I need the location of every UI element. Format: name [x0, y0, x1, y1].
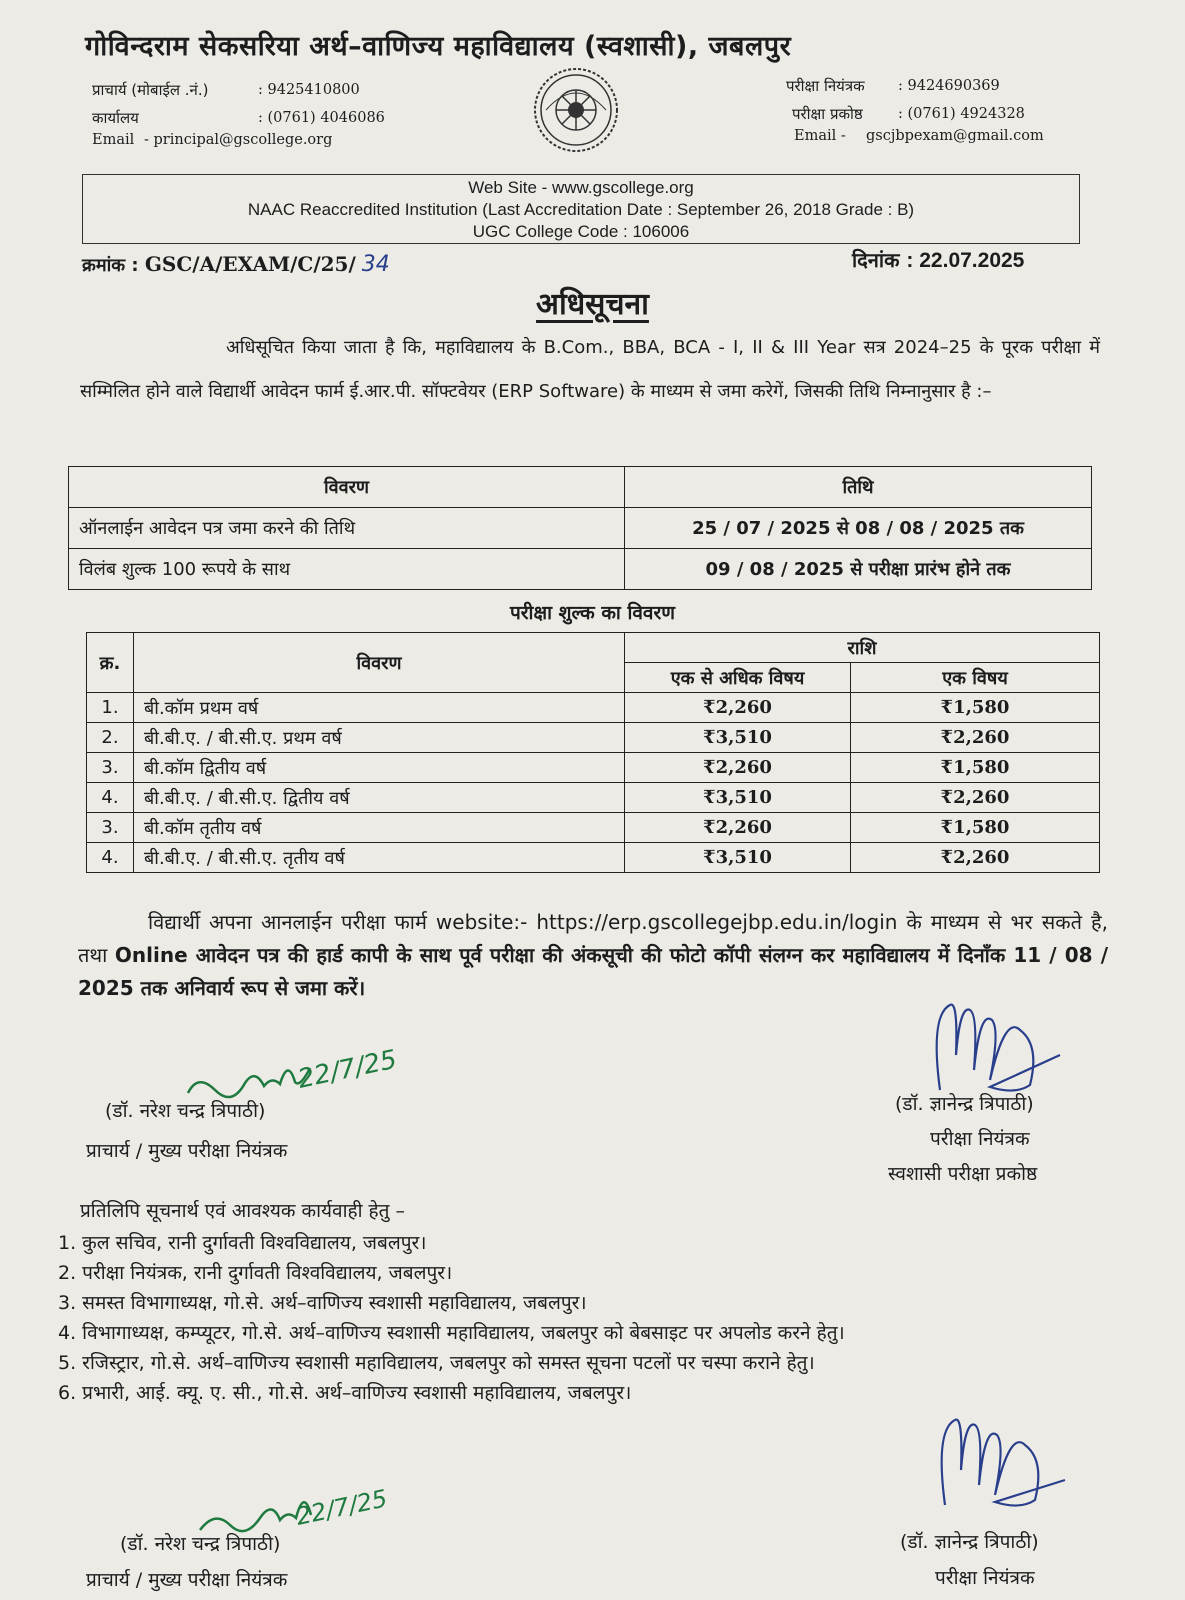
schedule-header-desc: विवरण: [69, 467, 625, 508]
list-item: 6. प्रभारी, आई. क्यू. ए. सी., गो.से. अर्थ–वाणिज्य स्वशासी महाविद्यालय, जबलपुर।: [58, 1382, 632, 1404]
fee-table-title: परीक्षा शुल्क का विवरण: [509, 602, 676, 624]
schedule-cell: विलंब शुल्क 100 रूपये के साथ: [69, 549, 625, 590]
table-row: [69, 549, 1092, 590]
fee-single-cell: ₹1,580: [851, 693, 1100, 723]
date-label: दिनांक: [852, 248, 900, 272]
footer-right-signatory-name: (डॉ. ज्ञानेन्द्र त्रिपाठी): [900, 1531, 1039, 1553]
right-signatory-name: (डॉ. ज्ञानेन्द्र त्रिपाठी): [895, 1093, 1034, 1115]
fee-sno-cell: 2.: [87, 723, 134, 753]
exam-controller-label: परीक्षा नियंत्रक: [786, 77, 865, 95]
reference-label: क्रमांक :: [82, 255, 139, 276]
list-item: 3. समस्त विभागाध्यक्ष, गो.से. अर्थ–वाणिज्य स्वशासी महाविद्यालय, जबलपुर।: [58, 1292, 587, 1314]
fee-sno-cell: 3.: [87, 753, 134, 783]
footer-right-signature-icon: [935, 1410, 1085, 1520]
principal-mobile-label: प्राचार्य (मोबाईल .नं.): [92, 81, 209, 99]
footer-right-signatory-designation: परीक्षा नियंत्रक: [935, 1567, 1035, 1589]
fee-multi-cell: ₹3,510: [625, 723, 851, 753]
fee-single-cell: ₹2,260: [851, 723, 1100, 753]
fee-single-cell: ₹1,580: [851, 813, 1100, 843]
fee-desc-cell: बी.कॉम तृतीय वर्ष: [134, 813, 625, 843]
website-info-box: [82, 174, 1080, 244]
fee-table: [86, 632, 1100, 873]
list-item: 1. कुल सचिव, रानी दुर्गावती विश्वविद्यालय, जबलपुर।: [58, 1232, 427, 1254]
instructions-paragraph: [78, 906, 1108, 1005]
fee-desc-cell: बी.बी.ए. / बी.सी.ए. तृतीय वर्ष: [134, 843, 625, 873]
date-value: : 22.07.2025: [906, 249, 1025, 272]
table-row: [69, 467, 1092, 508]
footer-left-signature-date: 22/7/25: [293, 1484, 390, 1531]
list-item: 5. रजिस्ट्रार, गो.से. अर्थ–वाणिज्य स्वशासी महाविद्यालय, जबलपुर को समस्त सूचना पटलों पर चस्पा कराने हेतु।: [58, 1352, 815, 1374]
instructions-part2: Online आवेदन पत्र की हार्ड कापी के साथ पूर्व परीक्षा की अंकसूची की फोटो कॉपी संलग्न कर महाविद्यालय में दिनाँक 11 / 08 / 2025 तक अनिवार्य रूप से जमा करें।: [78, 943, 1108, 1000]
table-row: [69, 508, 1092, 549]
fee-header-sno: क्र.: [87, 633, 134, 693]
right-signature-icon: [930, 995, 1080, 1105]
principal-email-value: - principal@gscollege.org: [144, 132, 333, 148]
college-name: गोविन्दराम सेकसरिया अर्थ–वाणिज्य महाविद्यालय (स्वशासी), जबलपुर: [85, 31, 792, 62]
footer-left-signatory-name: (डॉ. नरेश चन्द्र त्रिपाठी): [120, 1533, 281, 1555]
exam-email-value: gscjbpexam@gmail.com: [866, 128, 1044, 144]
principal-mobile-value: : 9425410800: [258, 82, 360, 98]
exam-cell-value: : (0761) 4924328: [898, 106, 1025, 122]
reference-number: [82, 252, 390, 277]
copies-list: [58, 1228, 845, 1408]
copies-heading: प्रतिलिपि सूचनार्थ एवं आवश्यक कार्यवाही हेतु –: [80, 1200, 406, 1222]
naac-line: NAAC Reaccredited Institution (Last Accreditation Date : September 26, 2018 Grade : B): [247, 200, 915, 219]
ugc-code-line: UGC College Code : 106006: [472, 222, 690, 241]
fee-sno-cell: 1.: [87, 693, 134, 723]
fee-sno-cell: 4.: [87, 843, 134, 873]
fee-single-cell: ₹1,580: [851, 753, 1100, 783]
fee-single-cell: ₹2,260: [851, 783, 1100, 813]
fee-multi-cell: ₹2,260: [625, 693, 851, 723]
schedule-header-date: तिथि: [625, 467, 1092, 508]
table-row: [87, 633, 1100, 663]
schedule-cell: 09 / 08 / 2025 से परीक्षा प्रारंभ होने तक: [625, 549, 1092, 590]
reference-code: GSC/A/EXAM/C/25/: [144, 252, 356, 276]
table-row: [87, 843, 1100, 873]
exam-email-label: Email -: [794, 128, 846, 144]
fee-sno-cell: 4.: [87, 783, 134, 813]
fee-multi-cell: ₹3,510: [625, 783, 851, 813]
exam-cell-label: परीक्षा प्रकोष्ठ: [792, 105, 863, 123]
fee-multi-cell: ₹3,510: [625, 843, 851, 873]
instructions-part1: विद्यार्थी अपना आनलाईन परीक्षा फार्म website:- https://erp.gscollegejbp.edu.in/login के माध्यम से भर सकते है, तथा: [78, 910, 1108, 967]
list-item: 2. परीक्षा नियंत्रक, रानी दुर्गावती विश्वविद्यालय, जबलपुर।: [58, 1262, 453, 1284]
schedule-table: [68, 466, 1092, 590]
schedule-cell: ऑनलाईन आवेदन पत्र जमा करने की तिथि: [69, 508, 625, 549]
table-row: [87, 693, 1100, 723]
table-row: [87, 783, 1100, 813]
left-signatory-designation: प्राचार्य / मुख्य परीक्षा नियंत्रक: [86, 1140, 288, 1162]
exam-controller-value: : 9424690369: [898, 78, 1000, 94]
fee-sno-cell: 3.: [87, 813, 134, 843]
notice-title: अधिसूचना: [536, 287, 649, 322]
fee-desc-cell: बी.कॉम द्वितीय वर्ष: [134, 753, 625, 783]
left-signature-date: 22/7/25: [295, 1044, 400, 1095]
table-row: [87, 813, 1100, 843]
fee-header-amount: राशि: [625, 633, 1100, 663]
left-signatory-name: (डॉ. नरेश चन्द्र त्रिपाठी): [105, 1100, 266, 1122]
fee-header-multi: एक से अधिक विषय: [625, 663, 851, 693]
office-label: कार्यालय: [92, 109, 139, 127]
principal-email-label: Email: [92, 132, 135, 148]
footer-left-signatory-designation: प्राचार्य / मुख्य परीक्षा नियंत्रक: [86, 1569, 288, 1591]
right-signatory-cell: स्वशासी परीक्षा प्रकोष्ठ: [888, 1163, 1038, 1185]
college-seal-icon: [532, 66, 620, 154]
fee-multi-cell: ₹2,260: [625, 813, 851, 843]
fee-desc-cell: बी.कॉम प्रथम वर्ष: [134, 693, 625, 723]
list-item: 4. विभागाध्यक्ष, कम्प्यूटर, गो.से. अर्थ–वाणिज्य स्वशासी महाविद्यालय, जबलपुर को बेबसाइट पर अपलोड करने हेतु।: [58, 1322, 845, 1344]
fee-multi-cell: ₹2,260: [625, 753, 851, 783]
right-signatory-designation: परीक्षा नियंत्रक: [930, 1128, 1030, 1150]
fee-desc-cell: बी.बी.ए. / बी.सी.ए. प्रथम वर्ष: [134, 723, 625, 753]
schedule-cell: 25 / 07 / 2025 से 08 / 08 / 2025 तक: [625, 508, 1092, 549]
fee-header-single: एक विषय: [851, 663, 1100, 693]
fee-desc-cell: बी.बी.ए. / बी.सी.ए. द्वितीय वर्ष: [134, 783, 625, 813]
table-row: [87, 723, 1100, 753]
office-value: : (0761) 4046086: [258, 110, 385, 126]
intro-paragraph: अधिसूचित किया जाता है कि, महाविद्यालय के B.Com., BBA, BCA - I, II & III Year सत्र 2024–25 के पूरक परीक्षा में सम्मिलित होने वाले विद्यार्थी आवेदन फार्म ई.आर.पी. सॉफ्टवेयर (ERP Software) के माध्यम से जमा करेगें, जिसकी तिथि निम्नानुसार है :–: [80, 337, 1100, 402]
notice-date: [852, 246, 1024, 273]
website-line: Web Site - www.gscollege.org: [468, 178, 694, 197]
table-row: [87, 753, 1100, 783]
reference-handwritten-number: 34: [361, 252, 390, 277]
fee-single-cell: ₹2,260: [851, 843, 1100, 873]
fee-header-desc: विवरण: [134, 633, 625, 693]
